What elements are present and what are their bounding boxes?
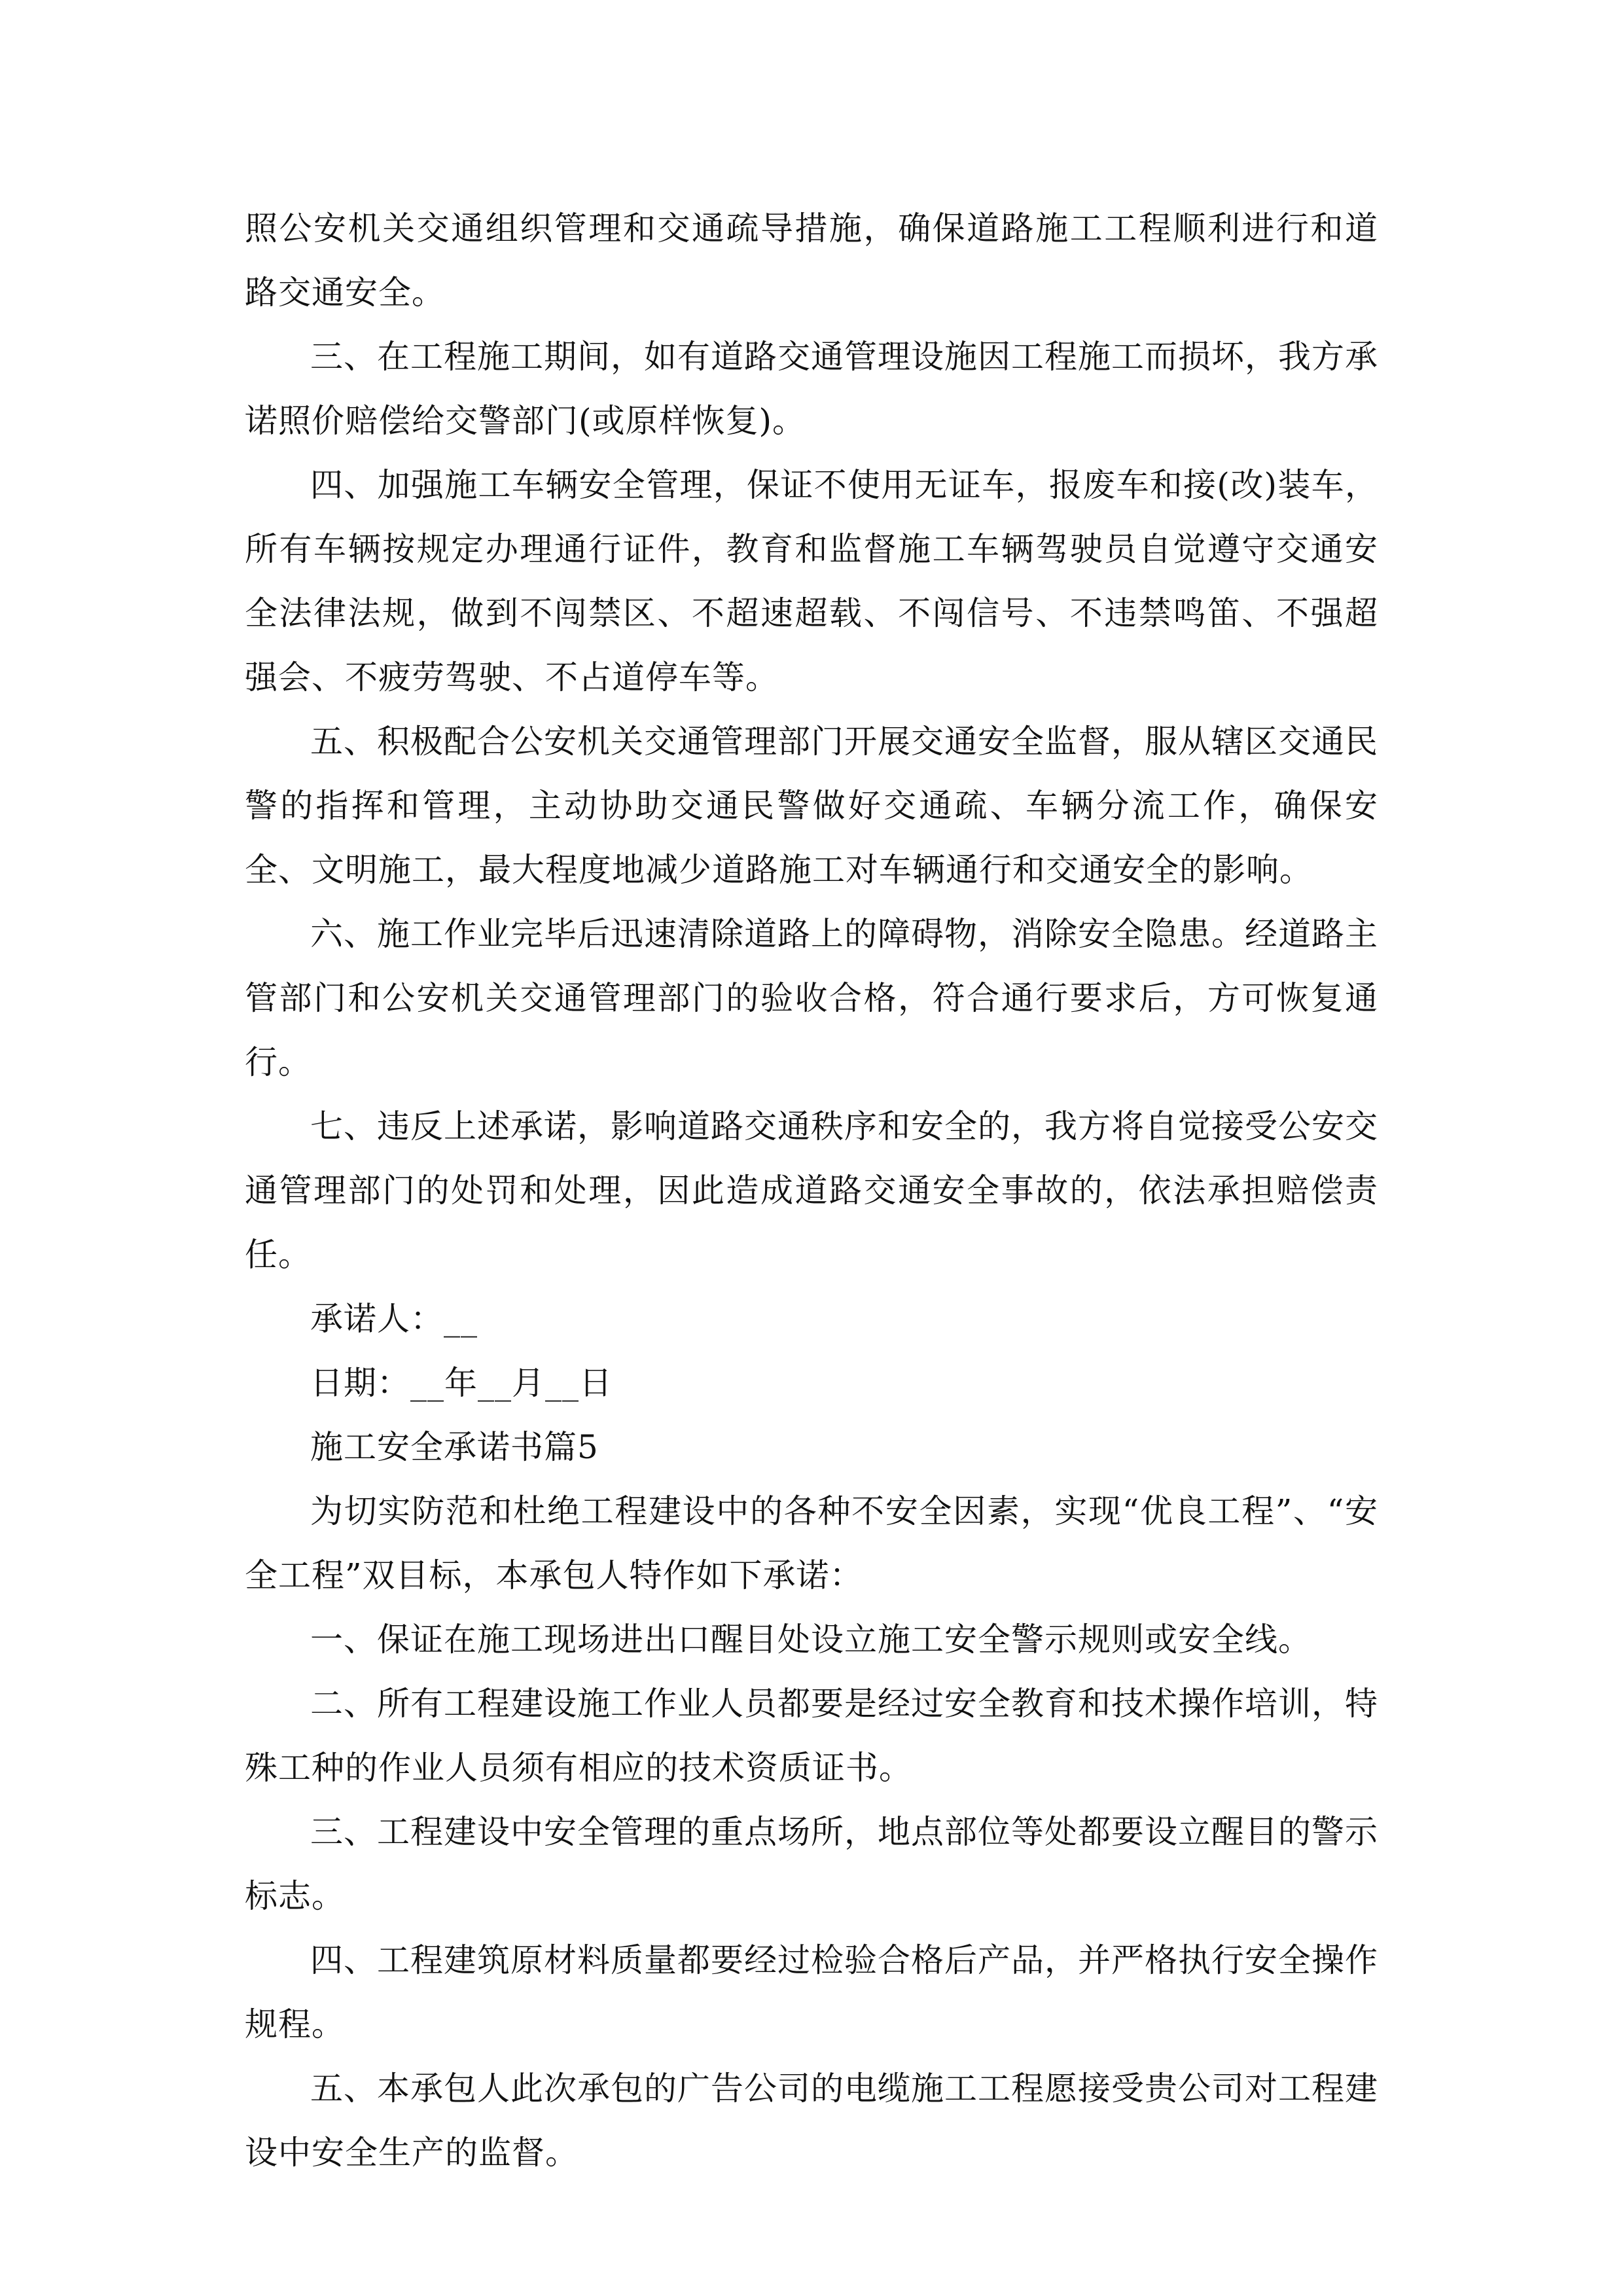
paragraph-commitment-4: 四、工程建筑原材料质量都要经过检验合格后产品，并严格执行安全操作规程。 — [245, 1941, 1378, 2043]
paragraph-commitment-2: 二、所有工程建设施工作业人员都要是经过安全教育和技术操作培训，特殊工种的作业人员须有相应的技术资质证书。 — [245, 1685, 1378, 1787]
paragraph-intro: 为切实防范和杜绝工程建设中的各种不安全因素，实现“优良工程”、“安全工程”双目标，本承包人特作如下承诺： — [245, 1492, 1378, 1594]
paragraph-continuation: 照公安机关交通组织管理和交通疏导措施，确保道路施工工程顺利进行和道路交通安全。 — [245, 209, 1378, 312]
paragraph-item-6: 六、施工作业完毕后迅速清除道路上的障碍物，消除安全隐患。经道路主管部门和公安机关交通管理部门的验收合格，符合通行要求后，方可恢复通行。 — [245, 915, 1378, 1081]
paragraph-item-3: 三、在工程施工期间，如有道路交通管理设施因工程施工而损坏，我方承诺照价赔偿给交警部门(或原样恢复)。 — [245, 338, 1378, 440]
document-page — [245, 196, 1378, 2185]
paragraph-commitment-1: 一、保证在施工现场进出口醒目处设立施工安全警示规则或安全线。 — [310, 1621, 1311, 1659]
promisor-signature-line: 承诺人：__ — [310, 1300, 478, 1338]
paragraph-item-7: 七、违反上述承诺，影响道路交通秩序和安全的，我方将自觉接受公安交通管理部门的处罚和处理，因此造成道路交通安全事故的，依法承担赔偿责任。 — [245, 1107, 1378, 1274]
paragraph-commitment-5: 五、本承包人此次承包的广告公司的电缆施工工程愿接受贵公司对工程建设中安全生产的监督。 — [245, 2070, 1378, 2172]
paragraph-item-4: 四、加强施工车辆安全管理，保证不使用无证车，报废车和接(改)装车，所有车辆按规定办理通行证件，教育和监督施工车辆驾驶员自觉遵守交通安全法律法规，做到不闯禁区、不超速超载、不闯信号、不违禁鸣笛、不强超强会、不疲劳驾驶、不占道停车等。 — [245, 466, 1378, 696]
section-title: 施工安全承诺书篇5 — [310, 1428, 599, 1466]
paragraph-commitment-3: 三、工程建设中安全管理的重点场所，地点部位等处都要设立醒目的警示标志。 — [245, 1813, 1378, 1915]
paragraph-item-5: 五、积极配合公安机关交通管理部门开展交通安全监督，服从辖区交通民警的指挥和管理，主动协助交通民警做好交通疏、车辆分流工作，确保安全、文明施工，最大程度地减少道路施工对车辆通行和交通安全的影响。 — [245, 723, 1378, 889]
date-line: 日期：__年__月__日 — [310, 1364, 613, 1402]
